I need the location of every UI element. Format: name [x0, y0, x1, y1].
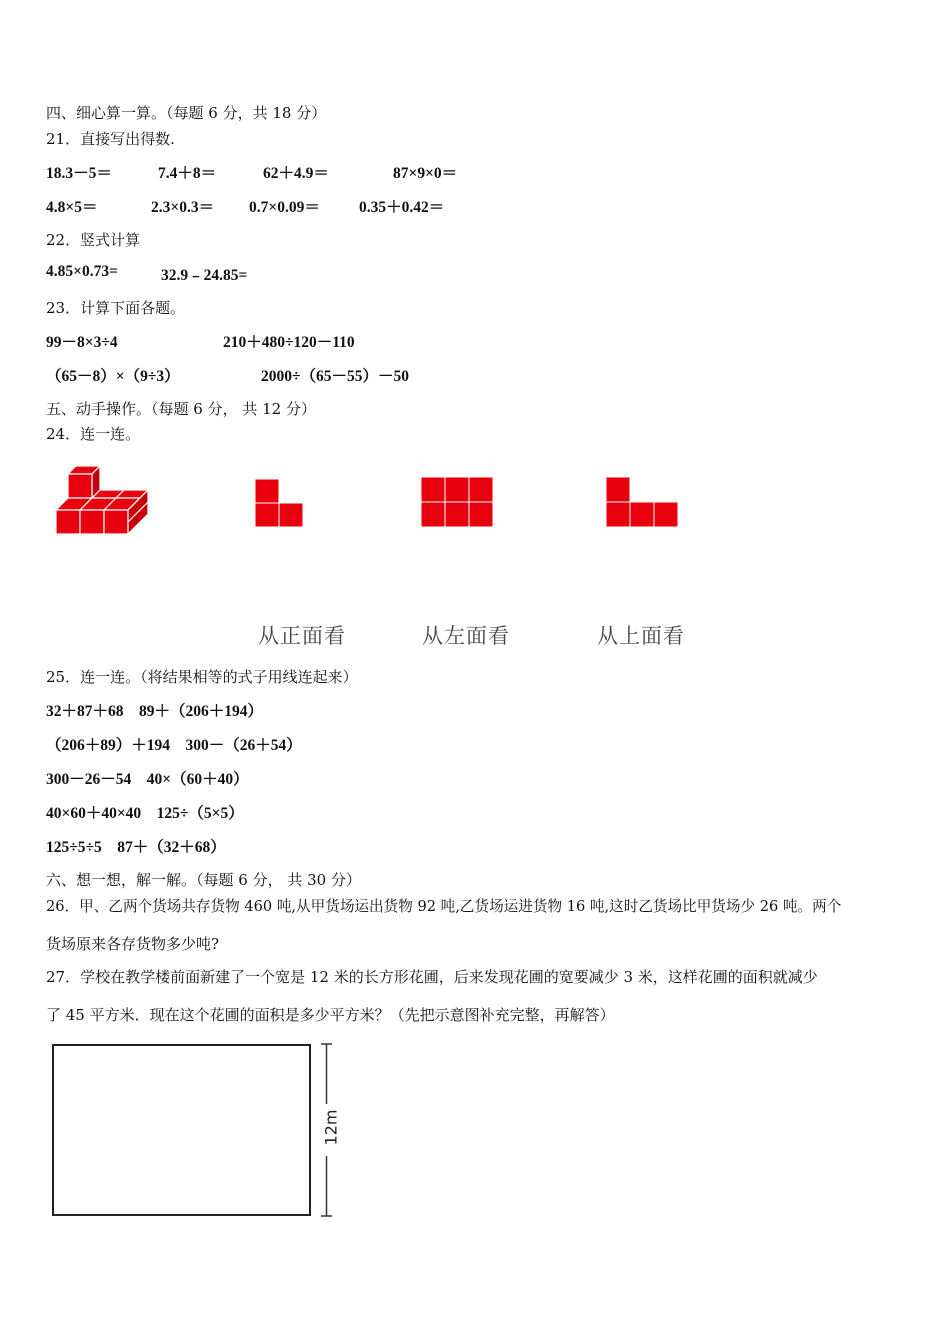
q27-line-1: 27．学校在教学楼前面新建了一个宽是 12 米的长方形花圃，后来发现花圃的宽要减少 3 米，这样花圃的面积就减少 [46, 968, 818, 986]
caption-top-view: 从上面看 [597, 624, 685, 648]
section-4-heading: 四、细心算一算。（每题 6 分，共 18 分） [46, 104, 327, 122]
q26-line-1: 26．甲、乙两个货场共存货物 460 吨,从甲货场运出货物 92 吨,乙货场运进货物 16 吨,这时乙货场比甲货场少 26 吨。两个 [46, 898, 842, 915]
left-view-shape [420, 476, 494, 528]
q21-item: 2.3×0.3＝ [151, 199, 215, 216]
q25-title: 25．连一连。（将结果相等的式子用线连起来） [46, 668, 358, 686]
q25-row: 32＋87＋68 89＋（206＋194） [46, 703, 264, 720]
q23-item: 210＋480÷120－110 [223, 334, 355, 351]
q23-title: 23．计算下面各题。 [46, 299, 186, 317]
q25-row: 125÷5÷5 87＋（32＋68） [46, 839, 226, 856]
q21-item: 0.7×0.09＝ [249, 199, 320, 216]
q21-item: 4.8×5＝ [46, 199, 98, 216]
q21-item: 0.35＋0.42＝ [359, 199, 445, 216]
q23-item: 99－8×3÷4 [46, 334, 118, 351]
q25-row: 300－26－54 40×（60＋40） [46, 771, 249, 788]
q27-line-2: 了 45 平方米．现在这个花圃的面积是多少平方米？（先把示意图补充完整，再解答） [46, 1006, 615, 1024]
q25-row: 40×60＋40×40 125÷（5×5） [46, 805, 244, 822]
q25-row: （206＋89）＋194 300－（26＋54） [46, 737, 302, 754]
front-view-shape [254, 478, 304, 528]
q21-item: 18.3－5＝ [46, 165, 112, 182]
q22-title: 22．竖式计算 [46, 231, 141, 249]
q22-item: 4.85×0.73= [46, 263, 118, 280]
flower-bed-diagram [48, 1038, 348, 1224]
q21-item: 62＋4.9＝ [263, 165, 329, 182]
dimension-label-12m: 12m [321, 1109, 341, 1146]
q21-item: 7.4＋8＝ [158, 165, 217, 182]
q26-line-2: 货场原来各存货物多少吨? [46, 935, 220, 953]
top-view-shape [605, 476, 680, 528]
q22-item: 32.9﹣24.85= [161, 267, 248, 284]
q21-title: 21．直接写出得数. [46, 130, 175, 148]
cube-3d-figure [52, 462, 152, 538]
section-6-heading: 六、想一想，解一解。（每题 6 分， 共 30 分） [46, 871, 361, 889]
caption-front-view: 从正面看 [258, 624, 346, 648]
q24-title: 24．连一连。 [46, 425, 141, 443]
q21-item: 87×9×0＝ [393, 165, 458, 182]
caption-left-view: 从左面看 [422, 624, 510, 648]
section-5-heading: 五、动手操作。（每题 6 分， 共 12 分） [46, 400, 316, 418]
q23-item: （65－8）×（9÷3） [46, 368, 180, 385]
q23-item: 2000÷（65－55）－50 [261, 368, 410, 385]
